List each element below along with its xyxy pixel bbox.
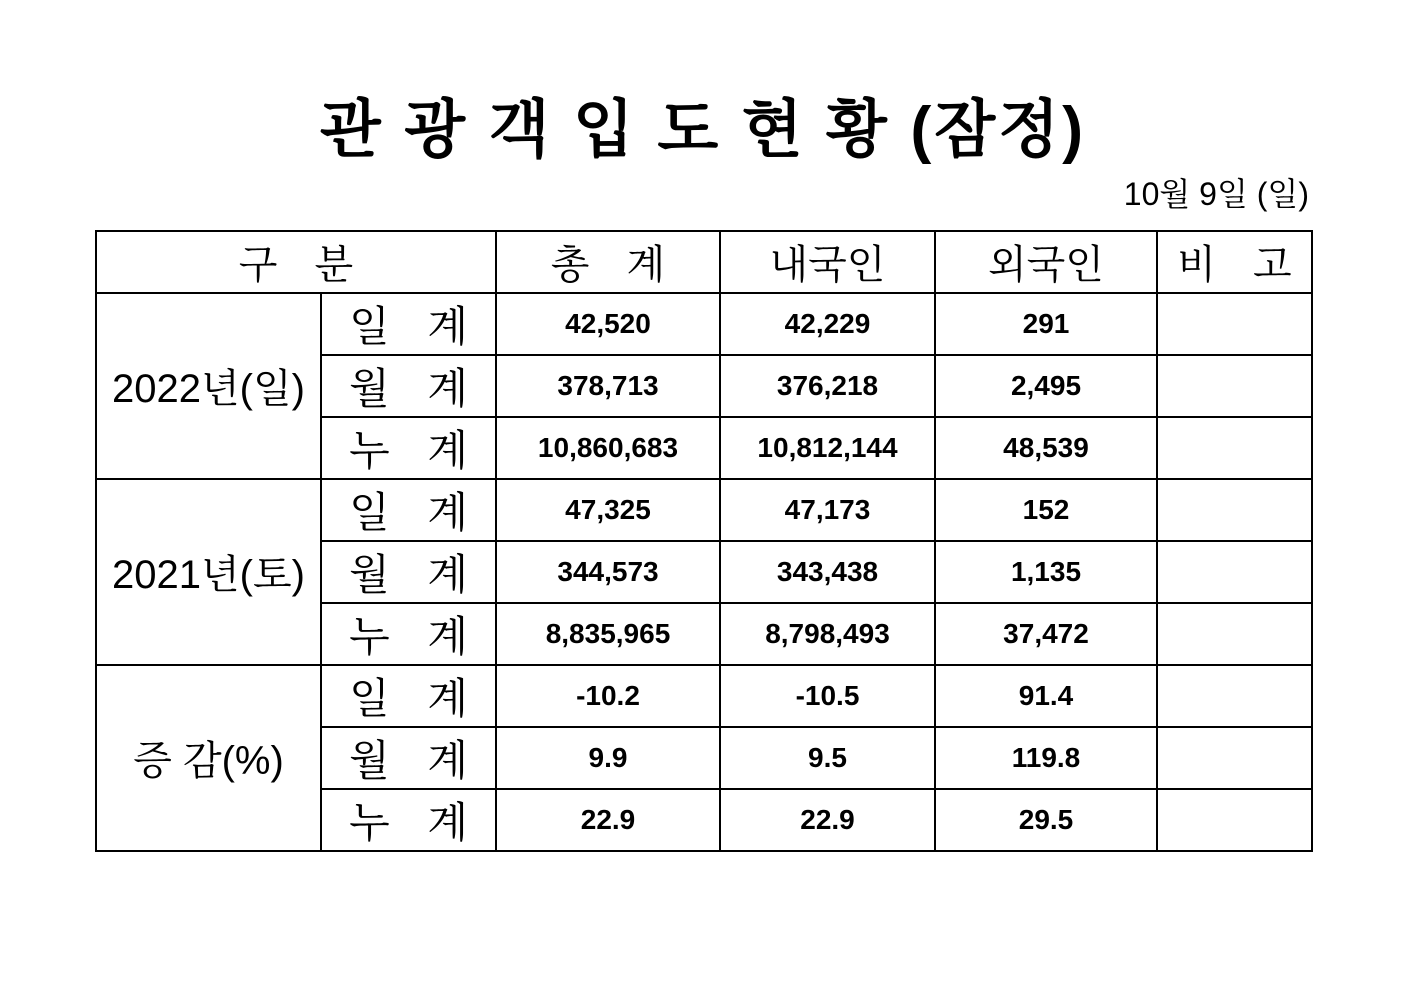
value-foreign: 1,135 [935, 541, 1157, 603]
header-foreign: 외국인 [935, 231, 1157, 293]
row-label: 누 계 [321, 417, 496, 479]
value-domestic: 8,798,493 [720, 603, 935, 665]
note-cell [1157, 355, 1312, 417]
table-row [96, 293, 1312, 355]
tourist-arrivals-table [95, 230, 1313, 852]
value-foreign: 152 [935, 479, 1157, 541]
value-foreign: 291 [935, 293, 1157, 355]
header-domestic: 내국인 [720, 231, 935, 293]
table-header-row [96, 231, 1312, 293]
value-total: 42,520 [496, 293, 720, 355]
group-label-2021: 2021년(토) [96, 479, 321, 665]
row-label: 누 계 [321, 603, 496, 665]
note-cell [1157, 293, 1312, 355]
value-total: 344,573 [496, 541, 720, 603]
row-label: 월 계 [321, 355, 496, 417]
value-domestic: 343,438 [720, 541, 935, 603]
group-label-change-pct: 증 감(%) [96, 665, 321, 851]
value-foreign: 119.8 [935, 727, 1157, 789]
value-foreign: 48,539 [935, 417, 1157, 479]
note-cell [1157, 665, 1312, 727]
note-cell [1157, 603, 1312, 665]
note-cell [1157, 417, 1312, 479]
group-label-2022: 2022년(일) [96, 293, 321, 479]
note-cell [1157, 789, 1312, 851]
note-cell [1157, 479, 1312, 541]
value-domestic: 10,812,144 [720, 417, 935, 479]
value-domestic: 47,173 [720, 479, 935, 541]
table-row [96, 665, 1312, 727]
row-label: 일 계 [321, 665, 496, 727]
value-foreign: 37,472 [935, 603, 1157, 665]
value-total: -10.2 [496, 665, 720, 727]
value-total: 47,325 [496, 479, 720, 541]
value-domestic: -10.5 [720, 665, 935, 727]
header-note: 비 고 [1157, 231, 1312, 293]
row-label: 일 계 [321, 479, 496, 541]
value-domestic: 376,218 [720, 355, 935, 417]
value-total: 22.9 [496, 789, 720, 851]
document-title: 관 광 객 입 도 현 황 (잠정) [319, 95, 1087, 165]
value-total: 8,835,965 [496, 603, 720, 665]
value-total: 9.9 [496, 727, 720, 789]
value-domestic: 22.9 [720, 789, 935, 851]
row-label: 일 계 [321, 293, 496, 355]
value-domestic: 9.5 [720, 727, 935, 789]
table-row [96, 479, 1312, 541]
header-total: 총 계 [496, 231, 720, 293]
note-cell [1157, 541, 1312, 603]
row-label: 누 계 [321, 789, 496, 851]
note-cell [1157, 727, 1312, 789]
value-foreign: 29.5 [935, 789, 1157, 851]
report-date: 10월 9일 (일) [1123, 175, 1309, 212]
value-foreign: 2,495 [935, 355, 1157, 417]
row-label: 월 계 [321, 727, 496, 789]
value-total: 10,860,683 [496, 417, 720, 479]
value-total: 378,713 [496, 355, 720, 417]
value-domestic: 42,229 [720, 293, 935, 355]
header-category: 구 분 [96, 231, 496, 293]
document-page [95, 0, 1311, 852]
row-label: 월 계 [321, 541, 496, 603]
value-foreign: 91.4 [935, 665, 1157, 727]
